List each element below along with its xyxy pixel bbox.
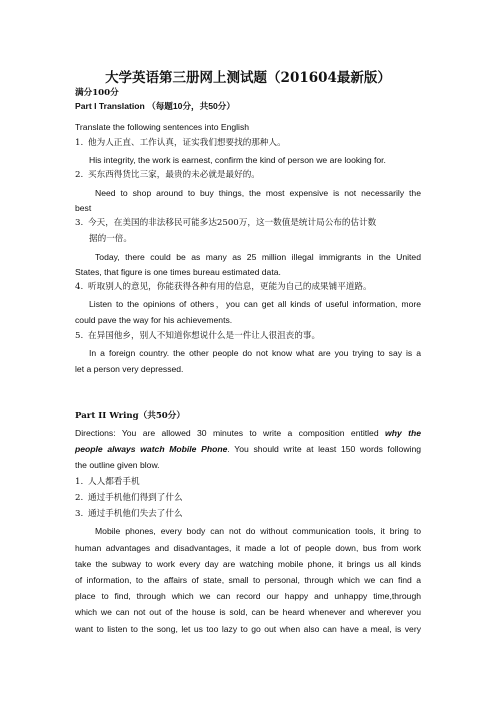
outline-number: 2.: [75, 493, 84, 503]
answer-4-line-2: could pave the way for his achievements.: [75, 315, 233, 325]
question-text: 今天，在美国的非法移民可能多达2500万，这一数值是统计局公布的估计数: [88, 218, 377, 228]
answer-4-line-1: Listen to the opinions of others，you can get all kinds of useful information, more: [89, 299, 421, 309]
essay-line-4: of information, to the affairs of state, small to personal, through which we can find a: [75, 575, 421, 585]
question-number: 1.: [75, 138, 84, 148]
answer-3-line-1: Today, there could be as many as 25 million illegal immigrants in the United: [95, 252, 421, 262]
outline-text: 通过手机他们得到了什么: [88, 493, 183, 503]
question-1: [75, 138, 286, 149]
outline-item-3: [75, 509, 183, 520]
question-3: [75, 218, 376, 229]
essay-line-5: place to find, through which we can record our happy and unhappy time,through: [75, 591, 421, 601]
outline-text: 通过手机他们失去了什么: [88, 509, 183, 519]
answer-5-line-1: In a foreign country. the other people do not know what are you trying to say is a: [89, 348, 421, 358]
part2-heading: Part II Wring（共50分）: [75, 411, 185, 421]
essay-line-7: want to listen to the song, let us too lazy to go out when also can have a meal, is very: [75, 624, 421, 634]
essay-title-part-2: people always watch Mobile Phone: [75, 444, 228, 454]
question-4: [75, 282, 372, 293]
essay-line-2: human advantages and disadvantages, it made a lot of people down, bus from work: [75, 543, 421, 553]
essay-line-6: which we can not out of the house is sold, can be heard whenever and wherever you: [75, 607, 421, 617]
part1-heading: Part I Translation （每题10分，共50分）: [75, 101, 235, 111]
outline-item-1: [75, 477, 140, 488]
essay-line-1: Mobile phones, every body can not do without communication tools, it bring to: [95, 526, 421, 536]
answer-1-line-1: His integrity, the work is earnest, confirm the kind of person we are looking for.: [89, 155, 386, 165]
directions-text: Directions: You are allowed 30 minutes to write a composition entitled: [75, 428, 379, 438]
answer-3-line-2: States, that figure is one times bureau estimated data.: [75, 267, 281, 277]
answer-2-line-2: best: [75, 203, 92, 213]
question-text: 他为人正直、工作认真，证实我们想要找的那种人。: [88, 138, 286, 148]
answer-5-line-2: let a person very depressed.: [75, 364, 184, 374]
outline-text: 人人都看手机: [88, 477, 140, 487]
question-number: 5.: [75, 331, 84, 341]
part1-instruction: Translate the following sentences into English: [75, 122, 250, 132]
total-score: 满分100分: [75, 88, 119, 98]
directions-line-2: [75, 444, 421, 455]
question-number: 4.: [75, 282, 84, 292]
question-3-line-2: 据的一倍。: [89, 234, 132, 244]
question-2: [75, 170, 260, 181]
question-text: 在异国他乡，别人不知道你想说什么是一件让人很沮丧的事。: [88, 331, 321, 341]
answer-2-line-1: Need to shop around to buy things, the most expensive is not necessarily the: [95, 188, 421, 198]
directions-text: . You should write at least 150 words following: [227, 444, 422, 454]
question-5: [75, 331, 320, 342]
question-number: 3.: [75, 218, 84, 228]
directions-line-3: the outline given blow.: [75, 460, 160, 470]
outline-item-2: [75, 493, 183, 504]
directions-line-1: [75, 428, 421, 439]
essay-line-3: take the subway to work every day are watching mobile phone, it brings us all kinds: [75, 559, 421, 569]
question-number: 2.: [75, 170, 84, 180]
outline-number: 1.: [75, 477, 84, 487]
page-title: 大学英语第三册网上测试题（201604最新版）: [105, 70, 391, 86]
essay-title-part-1: why the: [385, 428, 422, 438]
outline-number: 3.: [75, 509, 84, 519]
question-text: 买东西得货比三家，最贵的未必就是最好的。: [88, 170, 260, 180]
question-text: 听取别人的意见，你能获得各种有用的信息，更能为自己的成果铺平道路。: [88, 282, 372, 292]
